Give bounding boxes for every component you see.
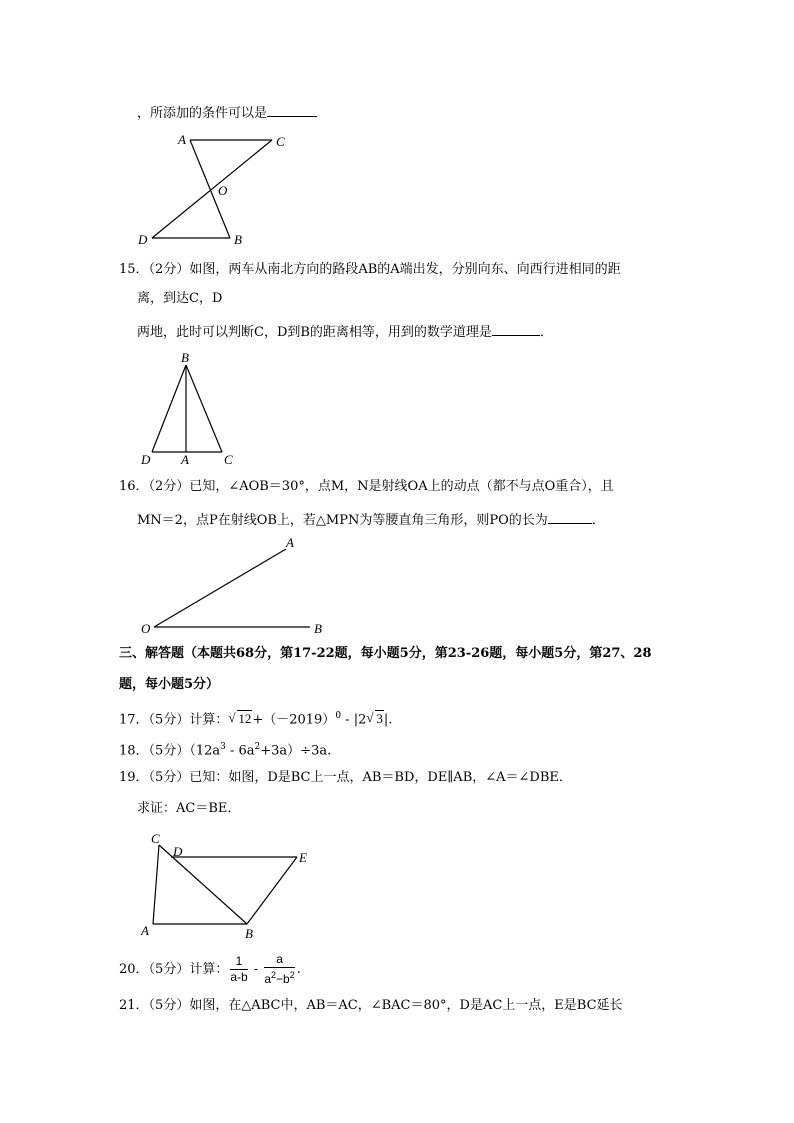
label-c: C <box>224 452 233 467</box>
q14-tail-text <box>137 103 317 123</box>
q15-line3-text: 两地，此时可以判断C，D到B的距离相等，用到的数学道理是 <box>137 325 492 340</box>
segment-ca <box>153 845 159 924</box>
label-a: A <box>178 132 186 147</box>
label-c: C <box>276 134 285 149</box>
q17-middle: +（－2019） <box>252 712 336 728</box>
q17-minus-abs: - |2 <box>341 712 367 728</box>
q15-line2: 离，到达C，D <box>137 291 223 306</box>
fraction-1: $\frac{1}{a-b}$ <box>230 954 248 984</box>
q15-line3-end: ． <box>539 325 553 340</box>
label-o: O <box>141 621 151 636</box>
answer-blank-q16[interactable] <box>548 510 592 524</box>
q20-prefix: 20．（5分）计算： <box>119 962 229 977</box>
answer-blank-q15[interactable] <box>492 322 540 336</box>
label-d: D <box>141 452 151 467</box>
sqrt-3: √ 3 <box>366 710 383 727</box>
q16-line1: 16．（2分）已知，∠AOB＝30°，点M，N是射线OA上的动点（都不与点O重合），且 <box>119 479 614 494</box>
label-a: A <box>181 452 189 467</box>
sqrt-12: √ 12 <box>228 710 252 727</box>
ray-oa <box>154 549 286 627</box>
q18-part2: - 6a <box>225 743 255 759</box>
q20-minus: - <box>249 962 263 977</box>
q20-end: . <box>296 962 301 977</box>
label-b: B <box>181 350 189 365</box>
q14-tail-label: ，所添加的条件可以是 <box>137 106 268 121</box>
label-c: C <box>151 831 160 846</box>
label-e: E <box>299 850 307 865</box>
q16-line2-end: ． <box>591 513 605 528</box>
q17 <box>119 707 392 729</box>
q15-line1: 15．（2分）如图，两车从南北方向的路段AB的A端出发，分别向东、向西行进相同的距 <box>119 262 621 277</box>
section3-heading-line1: 三、解答题（本题共68分，第17-22题，每小题5分，第23-26题，每小题5分，第27、28 <box>119 646 652 661</box>
label-a: A <box>286 535 294 550</box>
q18-prefix: 18．（5分）（12a <box>119 743 221 759</box>
figure-q15 <box>138 350 248 468</box>
q18-exp1: 3 <box>220 742 226 752</box>
q19-line2: 求证：AC＝BE． <box>137 801 241 816</box>
figure-q16 <box>138 535 338 637</box>
label-o: O <box>218 183 228 198</box>
q21-line1: 21．（5分）如图，在△ABC中，AB＝AC，∠BAC＝80°，D是AC上一点，E是BC延长 <box>119 998 623 1013</box>
label-d: D <box>138 232 148 247</box>
figure-q14 <box>130 128 300 248</box>
label-b: B <box>314 621 322 636</box>
q17-end: |. <box>383 712 393 728</box>
section3-heading-line2: 题，每小题5分） <box>119 677 220 692</box>
segment-bc <box>186 365 222 452</box>
label-a: A <box>141 923 149 938</box>
label-d: D <box>173 844 183 859</box>
q18-exp2: 2 <box>254 742 261 752</box>
segment-be <box>247 857 297 924</box>
q15-line3 <box>137 322 553 342</box>
q20 <box>119 952 301 988</box>
q16-line2-text: MN＝2，点P在射线OB上，若△MPN为等腰直角三角形，则PO的长为 <box>137 513 548 528</box>
q18 <box>119 738 331 760</box>
q17-prefix: 17．（5分）计算： <box>119 712 229 728</box>
figure-q19 <box>135 828 325 943</box>
q16-line2 <box>137 510 605 530</box>
q19-line1: 19．（5分）已知：如图，D是BC上一点，AB＝BD，DE∥AB，∠A＝∠DBE． <box>119 770 572 785</box>
label-b: B <box>245 926 253 941</box>
q18-part3: +3a）÷3a. <box>260 743 332 759</box>
segment-cd <box>152 140 272 238</box>
segment-bd <box>152 365 186 452</box>
fraction-2: $\frac{a}{a^2-b^2}$ <box>264 952 295 986</box>
answer-blank-q14[interactable] <box>267 103 317 117</box>
label-b: B <box>234 232 242 247</box>
q17-exponent: 0 <box>335 711 342 721</box>
